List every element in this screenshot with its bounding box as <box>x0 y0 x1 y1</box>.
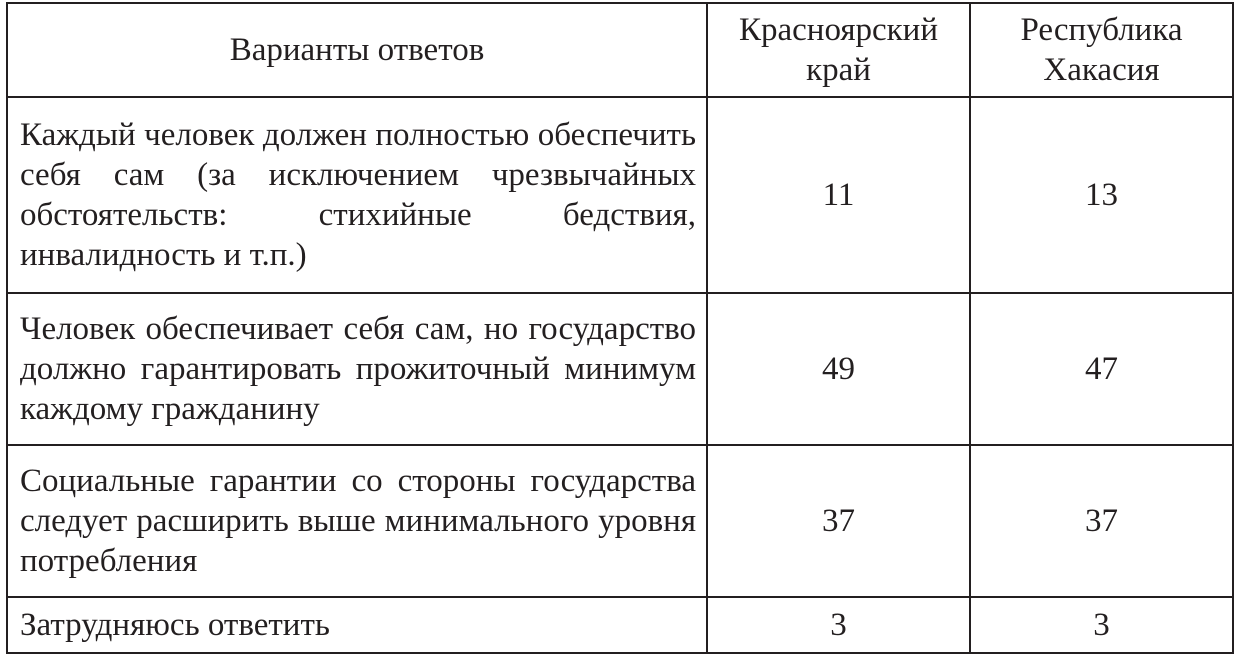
khakassia-value-cell: 3 <box>970 597 1233 653</box>
table-row <box>7 293 1233 445</box>
answer-option-cell: Социальные гарантии со стороны государства следует расширить выше минимального уровня потребления <box>7 445 707 597</box>
header-answer-options: Варианты ответов <box>7 3 707 97</box>
table-row <box>7 445 1233 597</box>
table-header-row <box>7 3 1233 97</box>
khakassia-value-cell: 47 <box>970 293 1233 445</box>
khakassia-value-cell: 13 <box>970 97 1233 293</box>
khakassia-value-cell: 37 <box>970 445 1233 597</box>
answer-option-cell: Человек обеспечивает себя сам, но государство должно гарантировать прожиточный минимум каждому гражданину <box>7 293 707 445</box>
table-row <box>7 597 1233 653</box>
survey-table <box>6 2 1234 654</box>
krasnoyarsk-value-cell: 37 <box>707 445 970 597</box>
header-krasnoyarsk-krai: Красноярский край <box>707 3 970 97</box>
krasnoyarsk-value-cell: 11 <box>707 97 970 293</box>
header-republic-khakassia: Республика Хакасия <box>970 3 1233 97</box>
table-row <box>7 97 1233 293</box>
answer-option-cell: Каждый человек должен полностью обеспечить себя сам (за исключением чрезвычайных обстоятельств: стихийные бедствия, инвалидность и т.п.) <box>7 97 707 293</box>
answer-option-cell: Затрудняюсь ответить <box>7 597 707 653</box>
krasnoyarsk-value-cell: 3 <box>707 597 970 653</box>
krasnoyarsk-value-cell: 49 <box>707 293 970 445</box>
